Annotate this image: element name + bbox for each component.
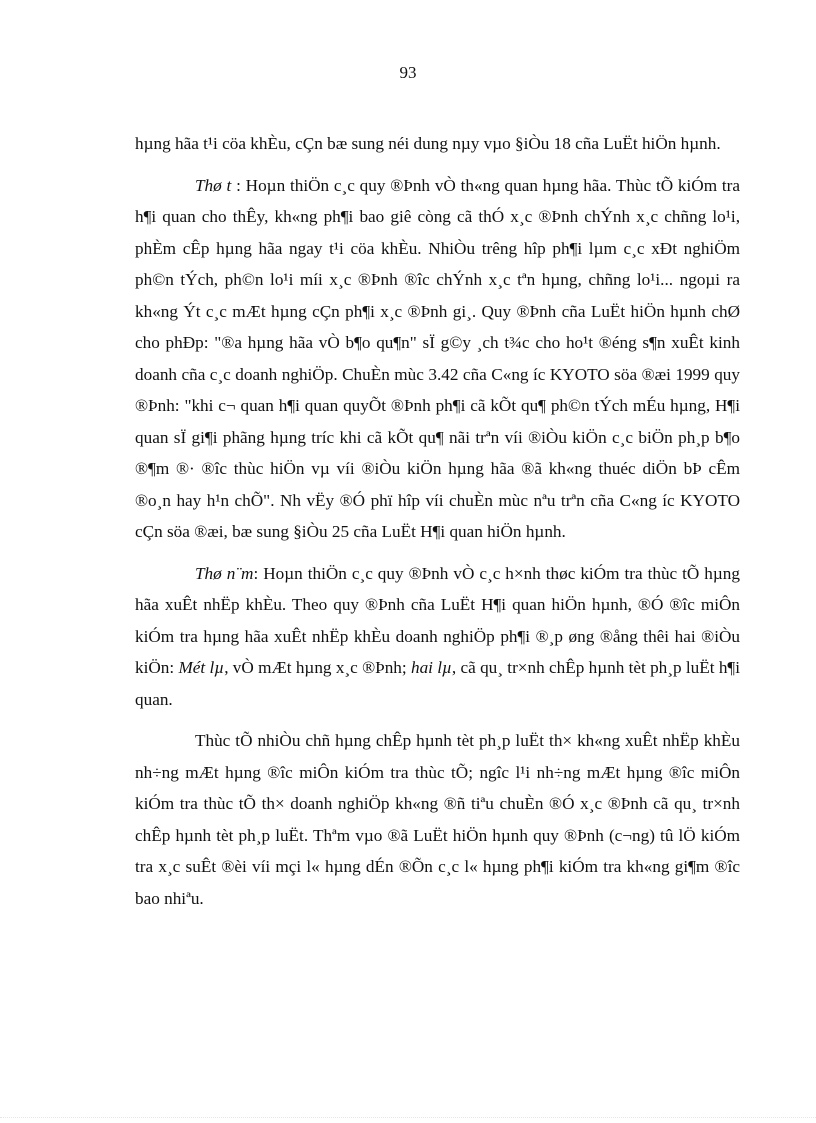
italic-run: Mét lµ	[178, 658, 225, 677]
italic-run: Thø n¨m	[195, 563, 254, 583]
text-run: : Hoµn thiÖn c¸c quy ®Þnh vÒ th«ng quan hµng hãa. Thùc tÕ kiÓm tra h¶i quan cho thÊy, kh«ng ph¶i bao giê còng cã thÓ x¸c ®Þnh chÝnh x¸c chñng lo¹i, phÈm cÊp hµng hãa ngay t¹i cöa khÈu. NhiÒu trêng hîp ph¶i lµm c¸c xÐt nghiÖm ph©n tÝch, ph©n lo¹i míi x¸c ®Þnh ®îc chÝnh x¸c tªn hµng, chñng lo¹i... ngoµi ra kh«ng Ýt c¸c mÆt hµng cÇn ph¶i x¸c ®Þnh gi¸. Quy ®Þnh cña LuËt hiÖn hµnh chØ cho phÐp: "®a hµng hãa vÒ b¶o qu¶n" sÏ g©y ¸ch t¾c cho ho¹t ®éng s¶n xuÊt kinh doanh cña c¸c doanh nghiÖp. ChuÈn mùc 3.42 cña C«ng íc KYOTO söa ®æi 1999 quy ®Þnh: "khi c¬ quan h¶i quan quyÕt ®Þnh ph¶i cã kÕt qu¶ ph©n tÝch mÉu hµng, H¶i quan sÏ gi¶i phãng hµng tríc khi cã kÕt qu¶ nãi trªn víi ®iÒu kiÖn c¸c biÖn ph¸p b¶o ®¶m ®· ®îc thùc hiÖn vµ víi ®iÒu kiÖn hµng hãa ®ã kh«ng thuéc diÖn bÞ cÊm ®o¸n hay h¹n chÕ". Nh vËy ®Ó phï hîp víi chuÈn mùc nªu trªn cña C«ng íc KYOTO cÇn söa ®æi, bæ sung §iÒu 25 cña LuËt H¶i quan hiÖn hµnh.	[135, 175, 740, 541]
body-text	[135, 128, 740, 924]
text-run: Thùc tÕ nhiÒu chñ hµng chÊp hµnh tèt ph¸p luËt th× kh«ng xuÊt nhËp khÈu nh÷ng mÆt hµng ®îc miÔn kiÓm tra thùc tÕ; ngîc l¹i nh÷ng mÆt hµng ®îc miÔn kiÓm tra thùc tÕ th× doanh nghiÖp kh«ng ®ñ tiªu chuÈn ®Ó x¸c ®Þnh cã qu¸ tr×nh chÊp hµnh tèt ph¸p luËt. Thªm vµo ®ã LuËt hiÖn hµnh quy ®Þnh (c¬ng) tû lÖ kiÓm tra x¸c suÊt ®èi víi mçi l« hµng dÉn ®Õn c¸c l« hµng ph¶i kiÓm tra kh«ng gi¶m ®îc bao nhiªu.	[135, 731, 740, 908]
paragraph	[135, 170, 740, 548]
text-run: , vÒ mÆt hµng x¸c ®Þnh;	[224, 658, 411, 677]
text-run: : Hoµn thiÖn c¸c quy ®Þnh vÒ c¸c h×nh thøc kiÓm tra thùc tÕ hµng hãa xuÊt nhËp khÈu. Theo quy ®Þnh cña LuËt H¶i quan hiÖn hµnh, ®Ó ®îc miÔn kiÓm tra hµng hãa xuÊt nhËp khÈu doanh nghiÖp ph¶i ®¸p øng ®ång thêi hai ®iÒu kiÖn:	[135, 563, 740, 677]
italic-run: Thø t	[195, 175, 232, 195]
text-run: , cã qu¸ tr×nh chÊp hµnh tèt ph¸p luËt h¶i quan.	[135, 658, 740, 709]
paragraph	[135, 725, 740, 914]
text-run: hµng hãa t¹i cöa khÈu, cÇn bæ sung néi dung nµy vµo §iÒu 18 cña LuËt hiÖn hµnh.	[135, 134, 721, 153]
paragraph	[135, 128, 740, 160]
page-number: 93	[399, 63, 417, 82]
italic-run: hai lµ	[410, 658, 452, 677]
paragraph	[135, 558, 740, 716]
page-bottom-rule	[0, 1117, 816, 1118]
